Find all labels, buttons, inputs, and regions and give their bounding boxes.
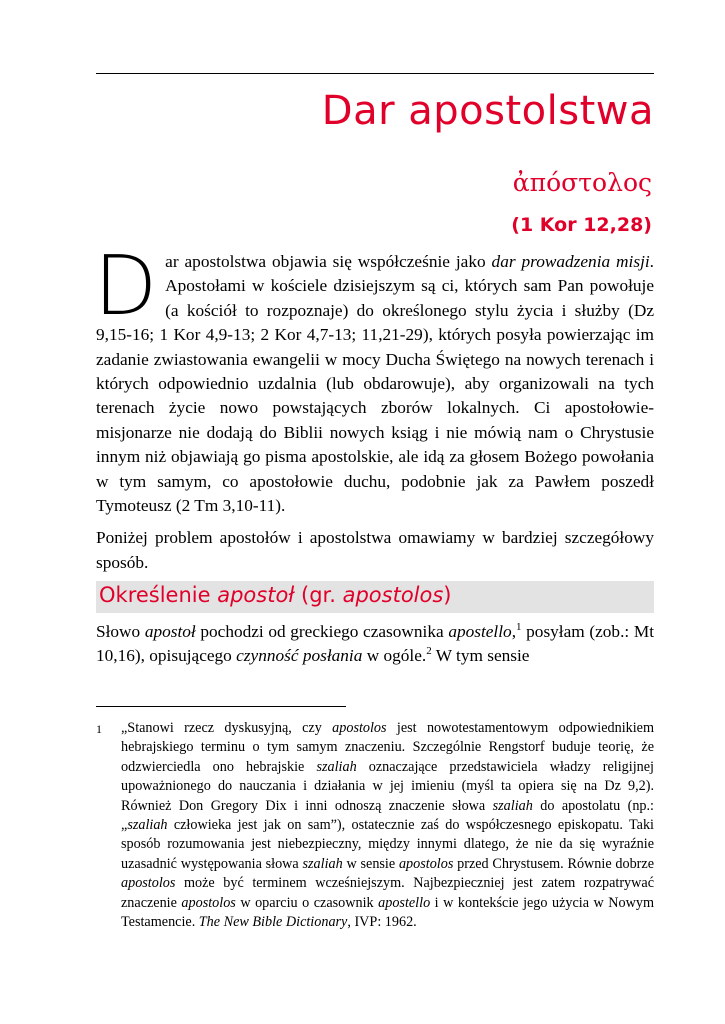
page-title: Dar apostolstwa — [321, 88, 654, 134]
section-heading — [99, 583, 452, 607]
text-run: w sensie — [342, 855, 399, 872]
text-run: Słowo — [96, 622, 145, 641]
emphasis: czynność posłania — [236, 646, 363, 666]
text-run: , IVP: 1962. — [347, 914, 417, 931]
heading-run: Określenie — [99, 583, 218, 607]
text-run: jest nowotestamentowym odpowiednikiem hebrajskiego terminu o tym samym znaczeniu. Szczególnie Rengstorf buduje teorię, że odzwierciedla ono hebrajskie — [121, 720, 655, 775]
text-run: posyłam (zob.: Mt 10,16), opisującego — [96, 622, 655, 666]
text-run: „Stanowi rzecz dyskusyjną, czy — [121, 720, 333, 736]
text-run: może być terminem wcześniejszym. Najbezpieczniej jest zatem rozpatrywać znaczenie — [121, 875, 654, 911]
footnote-ref-2[interactable]: 2 — [426, 645, 432, 658]
emphasis: apostoł — [144, 622, 196, 641]
emphasis: szaliah — [127, 817, 168, 834]
section-heading-bar — [96, 581, 654, 613]
text-run: w ogóle. — [362, 646, 427, 666]
drop-cap: D — [94, 239, 158, 334]
emphasis: The New Bible Dictionary — [198, 914, 348, 931]
heading-emphasis: apostolos — [342, 583, 444, 607]
heading-run: ) — [443, 583, 452, 607]
text-run: pochodzi od greckiego czasownika — [195, 622, 449, 641]
footnote-ref-1[interactable]: 1 — [516, 621, 522, 634]
intro-paragraph-2: Poniżej problem apostołów i apostolstwa omawiamy w bardziej szczegółowy sposób. — [96, 528, 654, 572]
bible-reference: (1 Kor 12,28) — [511, 214, 652, 236]
top-rule — [96, 73, 654, 74]
text-run: w oparciu o czasownik — [235, 894, 379, 911]
text-run: do apostolatu (np.: „ — [121, 797, 654, 834]
text-run: człowieka jest jak on sam”), ostatecznie zaś do współczesnego episkopatu. Taki sposób rozumowania jest niebezpieczny, między innymi dlatego, że nie da się wyraźnie uzasadnić występowania słowa — [121, 817, 654, 872]
intro-paragraph-1 — [94, 239, 654, 518]
emphasis: szaliah — [302, 855, 343, 872]
emphasis: szaliah — [316, 758, 357, 775]
text-run: oznaczające przedstawiciela władzy religijnej upoważnionego do nauczania i działania w jej imieniu (myśl ta opiera się na Dz 9,2). Również Don Gregory Dix i inni odnoszą znaczenie słowa — [121, 758, 654, 814]
emphasis: apostello — [378, 894, 431, 911]
text-run: ar apostolstwa objawia się współcześnie jako — [165, 252, 492, 271]
text-run: . Apostołami w kościele dzisiejszym są ci, których sam Pan powołuje (a kościół to rozpoznaje) do określonego stylu życia i służby (Dz 9,15-16; 1 Kor 4,9-13; 2 Kor 4,7-13; 11,21-29), których posyła powierzając im zadanie zwiastowania ewangelii w mocy Ducha Świętego na nowych terenach i których odpowiednio uzdalnia (lub obdarowuje), aby organizowali na tych terenach życie nowo powstających zborów lokalnych. Ci apostołowie-misjonarze nie dodają do Biblii nowych ksiąg i nie mówią nam o Chrystusie innym niż objawiają go pisma apostolskie, ale idą za głosem Bożego powołania w tym samym, co apostołowie duchu, podobnie jak za Pawłem poszedł Tymoteusz (2 Tm 3,10-11). — [96, 252, 654, 516]
emphasis: szaliah — [492, 797, 533, 814]
emphasis: apostolos — [332, 720, 387, 736]
emphasis: apostolos — [121, 875, 176, 892]
footnote-text — [121, 719, 654, 932]
text-run: W tym sensie — [431, 646, 530, 666]
footnote-separator — [96, 706, 346, 707]
emphasis: apostolos — [398, 855, 454, 872]
footnote-1 — [96, 719, 654, 932]
text-run: przed Chrystusem. Równie dobrze — [453, 855, 655, 872]
greek-term: ἀπόστολος — [512, 168, 652, 197]
section-paragraph: Słowo apostoł pochodzi od greckiego czasownika apostello,$^1$ posyłam (zob.: Mt 10,16), opisującego czynność posłania w ogóle.$^2$ W tym sensie — [96, 621, 655, 666]
intro-text — [94, 239, 654, 575]
heading-emphasis: apostoł — [217, 583, 295, 607]
heading-run: (gr. — [294, 583, 343, 607]
emphasis: apostolos — [181, 894, 236, 911]
text-run: i w kontekście jego użycia w Nowym Testamencie. — [121, 894, 654, 931]
emphasis: dar prowadzenia misji — [491, 252, 650, 271]
emphasis: apostello — [448, 622, 512, 641]
footnote-number: 1 — [96, 722, 102, 736]
